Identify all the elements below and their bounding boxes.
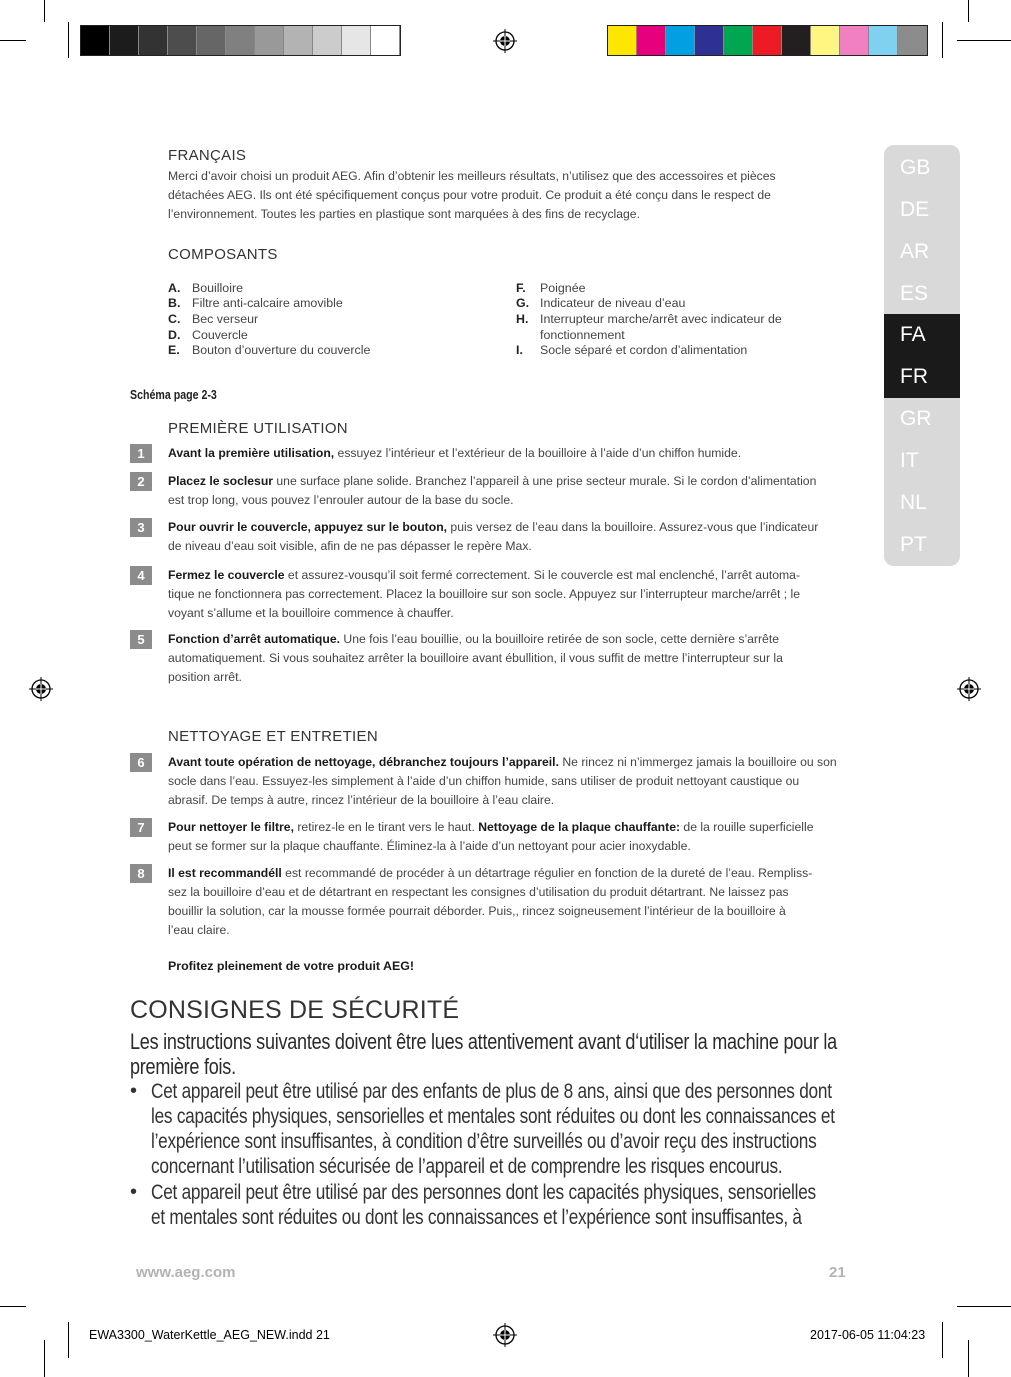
step-line: retirez-le en le tirant vers le haut. bbox=[293, 820, 479, 834]
crop-mark bbox=[0, 40, 26, 41]
component-item bbox=[516, 312, 846, 328]
lang-tab-it[interactable]: IT bbox=[900, 449, 919, 472]
lang-tab-gr[interactable]: GR bbox=[900, 407, 932, 430]
component-label: Bouilloire bbox=[192, 281, 243, 295]
color-swatch bbox=[81, 26, 110, 55]
crop-mark bbox=[0, 1306, 26, 1307]
component-letter: C. bbox=[168, 312, 181, 326]
color-swatch bbox=[139, 26, 168, 55]
grey-calibration-bar bbox=[80, 25, 401, 56]
step-line: automatiquement. Si vous souhaitez arrêter la bouilloire avant ébullition, il vous suffit de mettre l’interrupteur sur la bbox=[168, 651, 783, 665]
step-bold-lead: Fonction d’arrêt automatique. bbox=[168, 632, 340, 646]
safety-bullet bbox=[151, 1079, 844, 1179]
step-line: de niveau d’eau soit visible, afin de ne pas dépasser le repère Max. bbox=[168, 539, 532, 553]
lang-tab-ar[interactable]: AR bbox=[900, 240, 930, 263]
crop-mark bbox=[957, 1306, 1011, 1307]
color-swatch bbox=[342, 26, 371, 55]
component-label: Socle séparé et cordon d’alimentation bbox=[540, 343, 748, 357]
schema-reference: Schéma page 2-3 bbox=[130, 388, 217, 402]
step-bold-lead: Pour ouvrir le couvercle, appuyez sur le bouton, bbox=[168, 520, 448, 534]
step-number: 2 bbox=[130, 472, 152, 491]
slug-datetime: 2017-06-05 11:04:23 bbox=[810, 1328, 926, 1342]
registration-mark-icon bbox=[957, 677, 981, 701]
color-swatch bbox=[695, 26, 724, 55]
step-line: et assurez-vousqu’il soit fermé correctement. Si le couvercle est mal enclenché, l’arrêt automa- bbox=[284, 568, 801, 582]
component-item bbox=[168, 328, 488, 344]
color-swatch bbox=[811, 26, 840, 55]
step-line: est trop long, vous pouvez l’enrouler autour de la base du socle. bbox=[168, 493, 514, 507]
lang-tab-fr[interactable]: FR bbox=[884, 356, 960, 398]
step-line: une surface plane solide. Branchez l’appareil à une prise secteur murale. Si le cordon d’alimentation bbox=[273, 474, 817, 488]
safety-subtitle-line: Les instructions suivantes doivent être lues attentivement avant d‘utiliser la machine pour la bbox=[130, 1029, 837, 1054]
component-item bbox=[168, 312, 488, 328]
color-swatch bbox=[666, 26, 695, 55]
crop-mark bbox=[968, 0, 969, 22]
page-number: 21 bbox=[829, 1264, 846, 1281]
step-number: 1 bbox=[130, 444, 152, 463]
bullet-icon: • bbox=[130, 1181, 138, 1203]
lang-tab-nl[interactable]: NL bbox=[900, 491, 927, 514]
component-label: Interrupteur marche/arrêt avec indicateur de bbox=[540, 312, 782, 326]
color-swatch bbox=[110, 26, 139, 55]
color-swatch bbox=[782, 26, 811, 55]
component-letter: B. bbox=[168, 296, 181, 310]
color-swatch bbox=[226, 26, 255, 55]
step-number: 7 bbox=[130, 818, 152, 837]
component-letter: I. bbox=[516, 343, 523, 357]
step-bold-lead: Fermez le couvercle bbox=[168, 568, 285, 582]
step-line: essuyez l’intérieur et l’extérieur de la bouilloire à l’aide d’un chiffon humide. bbox=[334, 446, 742, 460]
step-line: position arrêt. bbox=[168, 670, 242, 684]
color-swatch bbox=[753, 26, 782, 55]
color-swatch bbox=[371, 26, 400, 55]
component-label: Couvercle bbox=[192, 328, 248, 342]
component-item bbox=[168, 343, 488, 359]
step-line: est recommandé de procéder à un détartrage régulier en fonction de la dureté de l’eau. Rempliss- bbox=[281, 866, 813, 880]
bullet-icon: • bbox=[130, 1080, 138, 1102]
step-line: de la rouille superficielle bbox=[680, 820, 814, 834]
step-bold-lead: Avant la première utilisation, bbox=[168, 446, 335, 460]
color-swatch bbox=[168, 26, 197, 55]
section-heading-composants: COMPOSANTS bbox=[168, 246, 278, 263]
step-number: 4 bbox=[130, 566, 152, 585]
lang-tab-gb[interactable]: GB bbox=[900, 156, 931, 179]
section-heading-nettoyage: NETTOYAGE ET ENTRETIEN bbox=[168, 728, 378, 745]
safety-bullet bbox=[151, 1180, 844, 1230]
component-item bbox=[168, 281, 488, 297]
step-line: puis versez de l’eau dans la bouilloire. Assurez-vous que l’indicateur bbox=[447, 520, 819, 534]
intro-line: l’environnement. Toutes les parties en plastique sont marquées à des fins de recyclage. bbox=[168, 207, 640, 221]
component-label: Bec verseur bbox=[192, 312, 259, 326]
crop-mark bbox=[942, 22, 943, 58]
safety-bullet-line: Cet appareil peut être utilisé par des personnes dont les capacités physiques, sensorielles bbox=[151, 1181, 816, 1204]
component-letter: D. bbox=[168, 328, 181, 342]
step-text bbox=[168, 566, 852, 623]
component-label: Poignée bbox=[540, 281, 586, 295]
step-line: voyant s’allume et la bouilloire commence à chauffer. bbox=[168, 606, 454, 620]
step-text bbox=[168, 864, 852, 940]
color-swatch bbox=[898, 26, 927, 55]
lang-tab-pt[interactable]: PT bbox=[900, 533, 927, 556]
step-line: socle dans l’eau. Essuyez-les simplement à l’aide d’un chiffon humide, sans utiliser de produit nettoyant caustique ou bbox=[168, 774, 800, 788]
crop-mark bbox=[942, 1322, 943, 1358]
step-line: Ne rincez ni n’immergez jamais la bouilloire ou son bbox=[558, 755, 837, 769]
safety-subtitle bbox=[130, 1029, 852, 1079]
color-swatch bbox=[724, 26, 753, 55]
lang-tab-es[interactable]: ES bbox=[900, 282, 929, 305]
step-text bbox=[168, 472, 852, 510]
crop-mark bbox=[44, 0, 45, 22]
component-item bbox=[516, 281, 846, 297]
step-line: sez la bouilloire d’eau et de détartrant en respectant les consignes d’utilisation du produit détartrant. Ne laissez pas bbox=[168, 885, 789, 899]
component-letter: E. bbox=[168, 343, 180, 357]
step-line: bouillir la solution, car la mousse formée pourrait déborder. Puis,, rincez soigneusement l’intérieur de la bouilloire à bbox=[168, 904, 786, 918]
step-bold-lead: Placez le soclesur bbox=[168, 474, 274, 488]
component-label: Indicateur de niveau d’eau bbox=[540, 296, 686, 310]
footer-url[interactable]: www.aeg.com bbox=[136, 1264, 236, 1281]
step-text bbox=[168, 444, 852, 463]
component-item bbox=[168, 296, 488, 312]
safety-subtitle-line: première fois. bbox=[130, 1054, 236, 1079]
step-text bbox=[168, 630, 852, 687]
color-swatch bbox=[284, 26, 313, 55]
crop-mark bbox=[968, 1340, 969, 1377]
component-item bbox=[516, 296, 846, 312]
component-letter: F. bbox=[516, 281, 526, 295]
color-swatch bbox=[608, 26, 637, 55]
step-line: l’eau claire. bbox=[168, 923, 230, 937]
component-label: Bouton d’ouverture du couvercle bbox=[192, 343, 371, 357]
lang-tab-de[interactable]: DE bbox=[900, 198, 930, 221]
color-swatch bbox=[869, 26, 898, 55]
intro-line: Merci d’avoir choisi un produit AEG. Afin d’obtenir les meilleurs résultats, n’utilisez que des accessoires et pièces bbox=[168, 169, 776, 183]
step-number: 5 bbox=[130, 630, 152, 649]
safety-bullet-line: les capacités physiques, sensorielles et mentales sont réduites ou dont les connaissances et bbox=[151, 1105, 835, 1128]
component-label: fonctionnement bbox=[540, 328, 625, 342]
safety-bullet-line: et mentales sont réduites ou dont les connaissances et l’expérience sont insuffisantes, à bbox=[151, 1206, 802, 1229]
step-number: 3 bbox=[130, 518, 152, 537]
safety-bullet-line: l’expérience sont insuffisantes, à condition d’être surveillés ou d’avoir reçu des instructions bbox=[151, 1130, 817, 1153]
color-swatch bbox=[313, 26, 342, 55]
step-bold-lead: Il est recommandéll bbox=[168, 866, 282, 880]
component-letter: G. bbox=[516, 296, 530, 310]
language-tab bbox=[884, 145, 960, 566]
component-item bbox=[516, 328, 846, 344]
step-text bbox=[168, 518, 852, 556]
registration-mark-icon bbox=[493, 1323, 517, 1347]
lang-tab-fa[interactable]: FA bbox=[884, 314, 960, 356]
step-text bbox=[168, 753, 852, 810]
safety-bullet-line: Cet appareil peut être utilisé par des enfants de plus de 8 ans, ainsi que des personnes dont bbox=[151, 1080, 832, 1103]
section-heading-francais: FRANÇAIS bbox=[168, 147, 247, 164]
step-line: abrasif. De temps à autre, rincez l’intérieur de la bouilloire à l’eau claire. bbox=[168, 793, 555, 807]
slug-filename: EWA3300_WaterKettle_AEG_NEW.indd 21 bbox=[89, 1328, 330, 1342]
safety-title: CONSIGNES DE SÉCURITÉ bbox=[130, 996, 460, 1024]
color-swatch bbox=[637, 26, 666, 55]
safety-bullet-line: concernant l’utilisation sécurisée de l’appareil et de comprendre les risques encourus. bbox=[151, 1155, 783, 1178]
registration-mark-icon bbox=[493, 29, 517, 53]
crop-mark bbox=[44, 1340, 45, 1377]
color-swatch bbox=[840, 26, 869, 55]
component-label: Filtre anti-calcaire amovible bbox=[192, 296, 343, 310]
step-number: 8 bbox=[130, 864, 152, 883]
step-line: peut se former sur la plaque chauffante. Éliminez-la à l’aide d’un nettoyant pour acier inoxydable. bbox=[168, 839, 691, 853]
component-letter: A. bbox=[168, 281, 181, 295]
component-item bbox=[516, 343, 846, 359]
registration-mark-icon bbox=[29, 677, 53, 701]
crop-mark bbox=[68, 1322, 69, 1358]
step-line: Une fois l’eau bouillie, ou la bouilloire retirée de son socle, cette dernière s’arrête bbox=[340, 632, 779, 646]
step-text bbox=[168, 818, 852, 856]
step-number: 6 bbox=[130, 753, 152, 772]
step-bold-lead: Pour nettoyer le filtre, bbox=[168, 820, 294, 834]
section-heading-premiere-utilisation: PREMIÈRE UTILISATION bbox=[168, 420, 348, 437]
step-line: tique ne fonctionnera pas correctement. Placez la bouilloire sur son socle. Appuyez sur l’interrupteur marche/arrêt ; le bbox=[168, 587, 801, 601]
color-swatch bbox=[255, 26, 284, 55]
component-letter: H. bbox=[516, 312, 529, 326]
step-bold-lead: Avant toute opération de nettoyage, débranchez toujours l’appareil. bbox=[168, 755, 559, 769]
color-calibration-bar bbox=[607, 25, 928, 56]
crop-mark bbox=[68, 22, 69, 58]
step-bold-inline: Nettoyage de la plaque chauffante: bbox=[478, 820, 681, 834]
closing-note: Profitez pleinement de votre produit AEG! bbox=[168, 959, 414, 973]
crop-mark bbox=[957, 40, 1011, 41]
intro-line: détachées AEG. Ils ont été spécifiquement conçus pour votre produit. Ce produit a été conçu dans le respect de bbox=[168, 188, 771, 202]
color-swatch bbox=[197, 26, 226, 55]
